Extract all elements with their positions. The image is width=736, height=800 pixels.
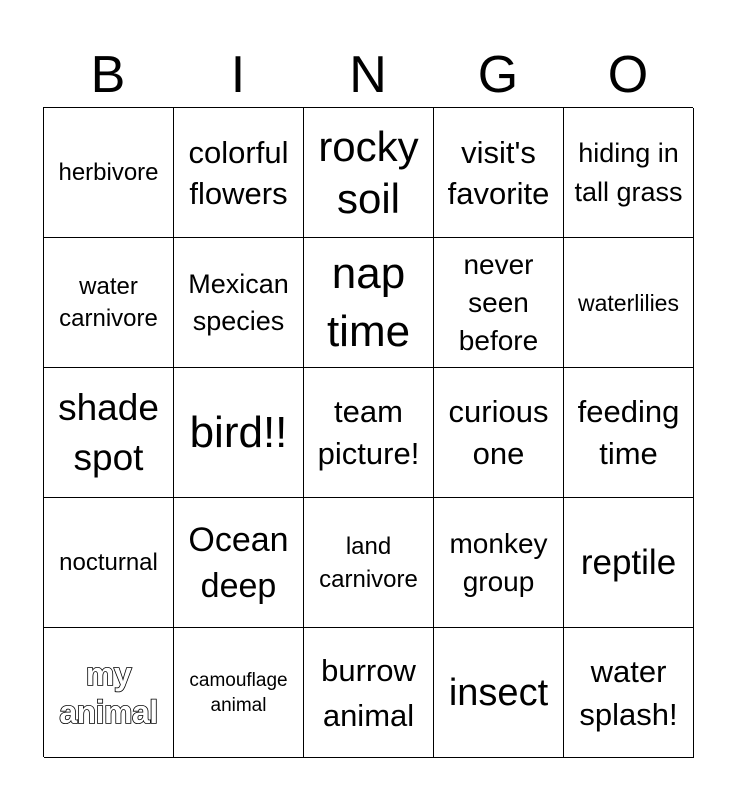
cell-text: Ocean deep xyxy=(188,520,289,605)
bingo-cell[interactable] xyxy=(434,108,564,238)
bingo-cell[interactable] xyxy=(564,238,694,368)
bingo-cell[interactable] xyxy=(304,108,434,238)
cell-text: waterlilies xyxy=(578,289,679,316)
cell-text: rocky soil xyxy=(318,122,419,222)
cell-text: reptile xyxy=(580,542,677,582)
bingo-cell[interactable] xyxy=(174,368,304,498)
bingo-header xyxy=(43,46,693,104)
cell-text: my animal xyxy=(59,655,158,730)
cell-text: team picture! xyxy=(317,393,420,471)
bingo-cell[interactable] xyxy=(44,238,174,368)
cell-text: never seen before xyxy=(458,248,539,356)
header-letter-n: N xyxy=(349,46,387,104)
bingo-cell[interactable] xyxy=(434,628,564,758)
bingo-cell[interactable] xyxy=(434,238,564,368)
cell-text: Mexican species xyxy=(188,268,289,336)
bingo-cell[interactable] xyxy=(304,238,434,368)
bingo-cell[interactable] xyxy=(174,108,304,238)
cell-text: hiding in tall grass xyxy=(574,137,683,207)
bingo-cell[interactable] xyxy=(434,368,564,498)
bingo-cell[interactable] xyxy=(434,498,564,628)
bingo-cell[interactable] xyxy=(304,368,434,498)
cell-text: burrow animal xyxy=(321,652,416,733)
header-letter-b: B xyxy=(90,46,126,104)
cell-text: shade spot xyxy=(58,386,159,478)
cell-text: colorful flowers xyxy=(188,134,289,211)
bingo-cell[interactable] xyxy=(44,628,174,758)
cell-text: bird!! xyxy=(189,407,288,457)
cell-text: curious one xyxy=(448,393,549,471)
bingo-cell[interactable] xyxy=(564,368,694,498)
bingo-cell[interactable] xyxy=(174,498,304,628)
bingo-cell[interactable] xyxy=(174,628,304,758)
bingo-board xyxy=(43,107,693,757)
cell-text: herbivore xyxy=(58,158,159,186)
bingo-cell[interactable] xyxy=(304,628,434,758)
cell-text: camouflage animal xyxy=(189,669,288,716)
cell-text: water splash! xyxy=(579,653,678,732)
cell-text: insect xyxy=(448,671,549,714)
bingo-cell[interactable] xyxy=(44,108,174,238)
header-letter-i: I xyxy=(230,46,246,104)
header-letter-g: G xyxy=(477,46,519,104)
bingo-cell[interactable] xyxy=(564,108,694,238)
cell-text: visit's favorite xyxy=(447,134,550,211)
cell-text: nap time xyxy=(326,248,411,356)
cell-text: feeding time xyxy=(577,393,680,471)
bingo-cell[interactable] xyxy=(304,498,434,628)
bingo-cell[interactable] xyxy=(564,628,694,758)
cell-text: water carnivore xyxy=(59,272,158,332)
bingo-cell[interactable] xyxy=(174,238,304,368)
header-letter-o: O xyxy=(607,46,649,104)
cell-text: land carnivore xyxy=(319,532,418,593)
bingo-cell[interactable] xyxy=(44,368,174,498)
cell-text: monkey group xyxy=(449,527,548,597)
bingo-cell[interactable] xyxy=(44,498,174,628)
bingo-cell[interactable] xyxy=(564,498,694,628)
cell-text: nocturnal xyxy=(59,548,158,576)
